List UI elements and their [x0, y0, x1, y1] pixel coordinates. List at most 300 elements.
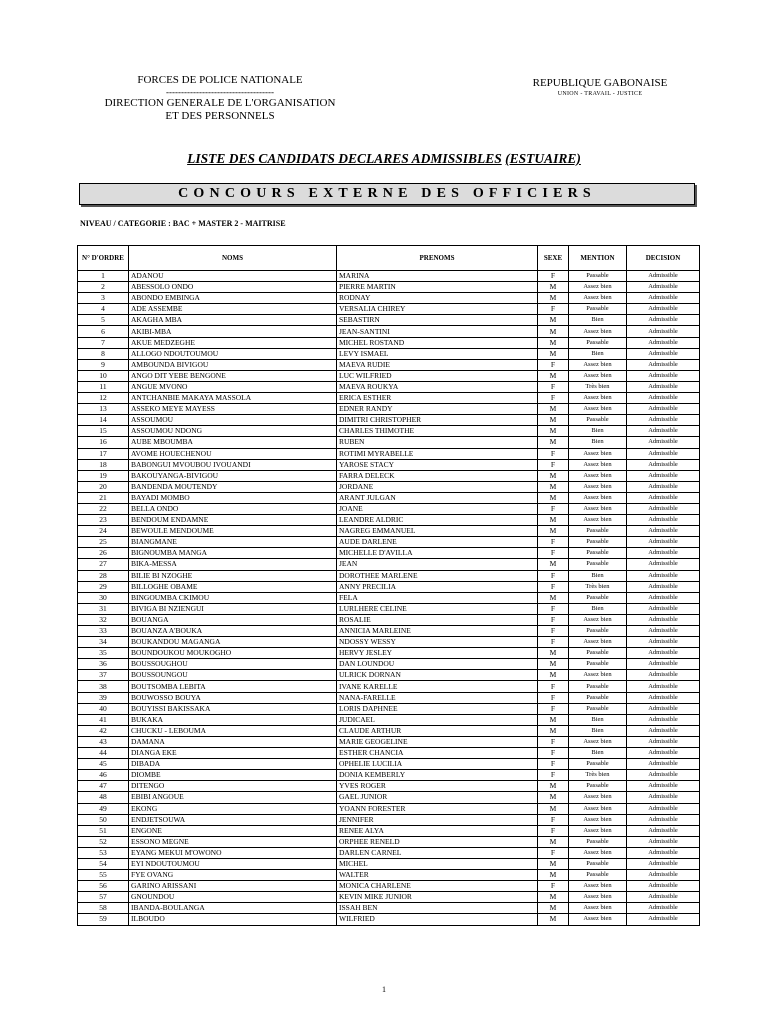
cell-nom: BOUSSOUNGOU	[129, 670, 337, 681]
cell-ordre: 14	[78, 415, 129, 426]
cell-ordre: 10	[78, 370, 129, 381]
cell-nom: ANGO DIT YEBE BENGONE	[129, 370, 337, 381]
cell-nom: AKUE MEDZEGHE	[129, 337, 337, 348]
cell-mention: Passable	[569, 526, 627, 537]
cell-ordre: 57	[78, 892, 129, 903]
header-mention: MENTION	[569, 246, 627, 271]
cell-prenom: JEAN	[337, 559, 538, 570]
cell-ordre: 38	[78, 681, 129, 692]
cell-decision: Admissible	[627, 315, 700, 326]
cell-prenom: MONICA CHARLENE	[337, 881, 538, 892]
cell-mention: Bien	[569, 437, 627, 448]
cell-prenom: YAROSE STACY	[337, 459, 538, 470]
cell-mention: Passable	[569, 548, 627, 559]
cell-nom: BOUANGA	[129, 614, 337, 625]
header-sexe: SEXE	[538, 246, 569, 271]
cell-mention: Passable	[569, 648, 627, 659]
cell-sexe: M	[538, 526, 569, 537]
cell-prenom: DARLEN CARNEL	[337, 847, 538, 858]
cell-sexe: F	[538, 736, 569, 747]
issuer-line-2: DIRECTION GENERALE DE L'ORGANISATION	[104, 97, 336, 109]
table-row	[78, 792, 700, 803]
cell-nom: BOUANZA A'BOUKA	[129, 626, 337, 637]
cell-ordre: 13	[78, 404, 129, 415]
cell-mention: Assez bien	[569, 326, 627, 337]
cell-sexe: F	[538, 548, 569, 559]
cell-ordre: 21	[78, 492, 129, 503]
cell-prenom: LEANDRE ALDRIC	[337, 515, 538, 526]
cell-ordre: 35	[78, 648, 129, 659]
cell-prenom: WALTER	[337, 870, 538, 881]
cell-decision: Admissible	[627, 537, 700, 548]
cell-prenom: ROSALIE	[337, 614, 538, 625]
cell-ordre: 24	[78, 526, 129, 537]
cell-mention: Assez bien	[569, 881, 627, 892]
cell-sexe: F	[538, 814, 569, 825]
cell-mention: Assez bien	[569, 914, 627, 925]
cell-ordre: 18	[78, 459, 129, 470]
cell-decision: Admissible	[627, 359, 700, 370]
cell-decision: Admissible	[627, 426, 700, 437]
cell-prenom: MICHEL ROSTAND	[337, 337, 538, 348]
cell-mention: Assez bien	[569, 359, 627, 370]
cell-decision: Admissible	[627, 470, 700, 481]
cell-ordre: 56	[78, 881, 129, 892]
cell-ordre: 1	[78, 271, 129, 282]
cell-ordre: 58	[78, 903, 129, 914]
cell-mention: Passable	[569, 271, 627, 282]
cell-mention: Très bien	[569, 381, 627, 392]
cell-prenom: CHARLES THIMOTHE	[337, 426, 538, 437]
cell-ordre: 39	[78, 692, 129, 703]
cell-prenom: YVES ROGER	[337, 781, 538, 792]
cell-sexe: M	[538, 326, 569, 337]
cell-prenom: DAN LOUNDOU	[337, 659, 538, 670]
cell-mention: Assez bien	[569, 492, 627, 503]
cell-ordre: 44	[78, 748, 129, 759]
cell-mention: Passable	[569, 415, 627, 426]
cell-sexe: F	[538, 503, 569, 514]
cell-sexe: M	[538, 415, 569, 426]
table-row	[78, 326, 700, 337]
cell-decision: Admissible	[627, 626, 700, 637]
cell-prenom: IVANE KARELLE	[337, 681, 538, 692]
cell-ordre: 2	[78, 282, 129, 293]
cell-nom: CHUCKU - LEBOUMA	[129, 725, 337, 736]
cell-sexe: M	[538, 426, 569, 437]
cell-mention: Bien	[569, 426, 627, 437]
candidates-table	[77, 245, 700, 926]
cell-mention: Assez bien	[569, 448, 627, 459]
cell-ordre: 33	[78, 626, 129, 637]
cell-mention: Très bien	[569, 770, 627, 781]
cell-mention: Assez bien	[569, 293, 627, 304]
cell-decision: Admissible	[627, 703, 700, 714]
cell-mention: Assez bien	[569, 847, 627, 858]
cell-nom: BOUSSOUGHOU	[129, 659, 337, 670]
cell-sexe: M	[538, 659, 569, 670]
cell-prenom: PIERRE MARTIN	[337, 282, 538, 293]
cell-mention: Assez bien	[569, 481, 627, 492]
table-row	[78, 759, 700, 770]
cell-mention: Passable	[569, 870, 627, 881]
cell-prenom: LUC WILFRIED	[337, 370, 538, 381]
cell-mention: Passable	[569, 836, 627, 847]
cell-sexe: M	[538, 293, 569, 304]
table-row	[78, 903, 700, 914]
table-row	[78, 415, 700, 426]
cell-prenom: MARINA	[337, 271, 538, 282]
table-row	[78, 825, 700, 836]
table-row	[78, 681, 700, 692]
cell-prenom: JUDICAEL	[337, 714, 538, 725]
table-row	[78, 381, 700, 392]
cell-mention: Passable	[569, 692, 627, 703]
cell-decision: Admissible	[627, 548, 700, 559]
cell-ordre: 41	[78, 714, 129, 725]
table-row	[78, 293, 700, 304]
cell-prenom: ARANT JULGAN	[337, 492, 538, 503]
cell-sexe: M	[538, 481, 569, 492]
cell-decision: Admissible	[627, 670, 700, 681]
cell-decision: Admissible	[627, 637, 700, 648]
cell-prenom: YOANN FORESTER	[337, 803, 538, 814]
cell-prenom: RUBEN	[337, 437, 538, 448]
cell-sexe: F	[538, 603, 569, 614]
cell-nom: BOUYISSI BAKISSAKA	[129, 703, 337, 714]
cell-mention: Assez bien	[569, 903, 627, 914]
cell-nom: BOUTSOMBA LEBITA	[129, 681, 337, 692]
cell-prenom: RODNAY	[337, 293, 538, 304]
cell-ordre: 45	[78, 759, 129, 770]
table-row	[78, 515, 700, 526]
table-row	[78, 714, 700, 725]
cell-sexe: M	[538, 781, 569, 792]
cell-sexe: F	[538, 626, 569, 637]
cell-nom: BABONGUI MVOUBOU IVOUANDI	[129, 459, 337, 470]
cell-prenom: MAEVA RUDIE	[337, 359, 538, 370]
cell-ordre: 47	[78, 781, 129, 792]
cell-prenom: JEAN-SANTINI	[337, 326, 538, 337]
cell-decision: Admissible	[627, 714, 700, 725]
cell-nom: GNOUNDOU	[129, 892, 337, 903]
cell-decision: Admissible	[627, 271, 700, 282]
table-row	[78, 548, 700, 559]
cell-ordre: 3	[78, 293, 129, 304]
cell-ordre: 5	[78, 315, 129, 326]
cell-nom: BIVIGA BI NZIENGUI	[129, 603, 337, 614]
table-row	[78, 492, 700, 503]
cell-sexe: M	[538, 858, 569, 869]
cell-nom: BIGNOUMBA MANGA	[129, 548, 337, 559]
cell-mention: Bien	[569, 348, 627, 359]
cell-decision: Admissible	[627, 348, 700, 359]
table-row	[78, 337, 700, 348]
cell-nom: ILBOUDO	[129, 914, 337, 925]
cell-mention: Passable	[569, 703, 627, 714]
cell-sexe: F	[538, 881, 569, 892]
cell-nom: EKONG	[129, 803, 337, 814]
republic-motto: UNION - TRAVAIL - JUSTICE	[557, 91, 643, 97]
table-row	[78, 692, 700, 703]
cell-decision: Admissible	[627, 814, 700, 825]
cell-ordre: 20	[78, 481, 129, 492]
cell-nom: BILIE BI NZOGHE	[129, 570, 337, 581]
cell-mention: Assez bien	[569, 370, 627, 381]
table-row	[78, 637, 700, 648]
cell-decision: Admissible	[627, 781, 700, 792]
cell-nom: ADANOU	[129, 271, 337, 282]
cell-nom: BOUNDOUKOU MOUKOGHO	[129, 648, 337, 659]
cell-prenom: HERVY JESLEY	[337, 648, 538, 659]
cell-nom: AKAGHA MBA	[129, 315, 337, 326]
cell-ordre: 6	[78, 326, 129, 337]
cell-decision: Admissible	[627, 515, 700, 526]
cell-nom: AMBOUNDA BIVIGOU	[129, 359, 337, 370]
table-row	[78, 503, 700, 514]
cell-nom: EBIBI ANGOUE	[129, 792, 337, 803]
table-row	[78, 703, 700, 714]
cell-nom: AUBE MBOUMBA	[129, 437, 337, 448]
cell-decision: Admissible	[627, 393, 700, 404]
cell-decision: Admissible	[627, 870, 700, 881]
table-row	[78, 803, 700, 814]
cell-ordre: 55	[78, 870, 129, 881]
cell-decision: Admissible	[627, 337, 700, 348]
cell-nom: BIKA-MESSA	[129, 559, 337, 570]
cell-nom: ASSOUMOU NDONG	[129, 426, 337, 437]
table-row	[78, 437, 700, 448]
cell-prenom: MICHELLE D'AVILLA	[337, 548, 538, 559]
table-row	[78, 448, 700, 459]
cell-sexe: M	[538, 803, 569, 814]
header-prenoms: PRENOMS	[337, 246, 538, 271]
cell-prenom: JOANE	[337, 503, 538, 514]
cell-prenom: MAEVA ROUKYA	[337, 381, 538, 392]
cell-decision: Admissible	[627, 293, 700, 304]
table-row	[78, 881, 700, 892]
cell-decision: Admissible	[627, 526, 700, 537]
contest-banner: CONCOURS EXTERNE DES OFFICIERS	[79, 183, 695, 205]
cell-prenom: GAEL JUNIOR	[337, 792, 538, 803]
cell-nom: FYE OVANG	[129, 870, 337, 881]
cell-sexe: M	[538, 714, 569, 725]
cell-mention: Passable	[569, 759, 627, 770]
cell-ordre: 29	[78, 581, 129, 592]
cell-decision: Admissible	[627, 404, 700, 415]
cell-sexe: M	[538, 348, 569, 359]
cell-decision: Admissible	[627, 614, 700, 625]
cell-nom: BOUKANDOU MAGANGA	[129, 637, 337, 648]
cell-prenom: FELA	[337, 592, 538, 603]
table-row	[78, 348, 700, 359]
cell-nom: DIOMBE	[129, 770, 337, 781]
cell-prenom: MICHEL	[337, 858, 538, 869]
cell-sexe: F	[538, 770, 569, 781]
cell-mention: Passable	[569, 659, 627, 670]
cell-sexe: F	[538, 304, 569, 315]
cell-decision: Admissible	[627, 326, 700, 337]
cell-prenom: ERICA ESTHER	[337, 393, 538, 404]
cell-ordre: 40	[78, 703, 129, 714]
cell-decision: Admissible	[627, 892, 700, 903]
table-row	[78, 470, 700, 481]
cell-sexe: M	[538, 315, 569, 326]
cell-nom: ENGONE	[129, 825, 337, 836]
cell-prenom: EDNER RANDY	[337, 404, 538, 415]
title-main: LISTE DES CANDIDATS DECLARES ADMISSIBLES	[187, 151, 502, 166]
table-row	[78, 271, 700, 282]
table-row	[78, 670, 700, 681]
cell-prenom: ESTHER CHANCIA	[337, 748, 538, 759]
cell-decision: Admissible	[627, 559, 700, 570]
cell-sexe: F	[538, 271, 569, 282]
cell-nom: DIANGA EKE	[129, 748, 337, 759]
cell-nom: BIANGMANE	[129, 537, 337, 548]
cell-mention: Assez bien	[569, 470, 627, 481]
cell-sexe: F	[538, 459, 569, 470]
cell-sexe: M	[538, 592, 569, 603]
issuer-line-1: FORCES DE POLICE NATIONALE	[137, 74, 303, 86]
cell-ordre: 59	[78, 914, 129, 925]
cell-nom: DAMANA	[129, 736, 337, 747]
table-row	[78, 304, 700, 315]
table-row	[78, 315, 700, 326]
cell-mention: Assez bien	[569, 459, 627, 470]
cell-mention: Bien	[569, 570, 627, 581]
cell-nom: BINGOUMBA CKIMOU	[129, 592, 337, 603]
cell-nom: ABONDO EMBINGA	[129, 293, 337, 304]
cell-sexe: F	[538, 681, 569, 692]
cell-mention: Assez bien	[569, 637, 627, 648]
table-row	[78, 626, 700, 637]
cell-mention: Passable	[569, 781, 627, 792]
table-row	[78, 814, 700, 825]
cell-prenom: NANA-FARELLE	[337, 692, 538, 703]
cell-mention: Assez bien	[569, 670, 627, 681]
cell-prenom: VERSALIA CHIREY	[337, 304, 538, 315]
cell-prenom: LURLHERE CELINE	[337, 603, 538, 614]
cell-decision: Admissible	[627, 492, 700, 503]
cell-sexe: F	[538, 537, 569, 548]
cell-prenom: JORDANE	[337, 481, 538, 492]
cell-ordre: 43	[78, 736, 129, 747]
cell-ordre: 22	[78, 503, 129, 514]
cell-decision: Admissible	[627, 415, 700, 426]
cell-decision: Admissible	[627, 770, 700, 781]
cell-ordre: 28	[78, 570, 129, 581]
cell-sexe: F	[538, 703, 569, 714]
cell-ordre: 48	[78, 792, 129, 803]
cell-mention: Assez bien	[569, 814, 627, 825]
cell-prenom: ANNICIA MARLEINE	[337, 626, 538, 637]
cell-mention: Passable	[569, 592, 627, 603]
cell-decision: Admissible	[627, 903, 700, 914]
cell-prenom: JENNIFER	[337, 814, 538, 825]
cell-mention: Bien	[569, 725, 627, 736]
cell-mention: Très bien	[569, 581, 627, 592]
cell-mention: Assez bien	[569, 282, 627, 293]
cell-nom: ENDJETSOUWA	[129, 814, 337, 825]
cell-decision: Admissible	[627, 748, 700, 759]
cell-decision: Admissible	[627, 836, 700, 847]
cell-decision: Admissible	[627, 659, 700, 670]
republic-block	[500, 77, 700, 98]
cell-decision: Admissible	[627, 448, 700, 459]
cell-prenom: LORIS DAPHNEE	[337, 703, 538, 714]
table-row	[78, 659, 700, 670]
cell-ordre: 42	[78, 725, 129, 736]
cell-prenom: DOROTHEE MARLENE	[337, 570, 538, 581]
issuer-divider: ------------------------------------	[166, 87, 274, 97]
cell-decision: Admissible	[627, 825, 700, 836]
table-row	[78, 537, 700, 548]
cell-mention: Bien	[569, 714, 627, 725]
table-row	[78, 648, 700, 659]
cell-prenom: ORPHEE RENELD	[337, 836, 538, 847]
cell-mention: Assez bien	[569, 792, 627, 803]
cell-prenom: FARRA DELECK	[337, 470, 538, 481]
cell-ordre: 27	[78, 559, 129, 570]
cell-ordre: 50	[78, 814, 129, 825]
cell-sexe: M	[538, 903, 569, 914]
cell-ordre: 8	[78, 348, 129, 359]
cell-prenom: OPHELIE LUCILIA	[337, 759, 538, 770]
cell-decision: Admissible	[627, 847, 700, 858]
cell-ordre: 30	[78, 592, 129, 603]
cell-decision: Admissible	[627, 803, 700, 814]
cell-sexe: F	[538, 359, 569, 370]
cell-sexe: F	[538, 614, 569, 625]
cell-nom: ANTCHANBIE MAKAYA MASSOLA	[129, 393, 337, 404]
cell-decision: Admissible	[627, 858, 700, 869]
title-region: (ESTUAIRE)	[505, 151, 581, 166]
table-row	[78, 892, 700, 903]
cell-sexe: F	[538, 393, 569, 404]
cell-ordre: 37	[78, 670, 129, 681]
cell-ordre: 23	[78, 515, 129, 526]
cell-nom: ALLOGO NDOUTOUMOU	[129, 348, 337, 359]
cell-sexe: F	[538, 847, 569, 858]
cell-sexe: M	[538, 914, 569, 925]
cell-prenom: ISSAH BEN	[337, 903, 538, 914]
issuer-block	[70, 74, 370, 123]
cell-decision: Admissible	[627, 759, 700, 770]
cell-ordre: 19	[78, 470, 129, 481]
cell-decision: Admissible	[627, 648, 700, 659]
cell-mention: Bien	[569, 603, 627, 614]
cell-nom: BEWOULE MENDOUME	[129, 526, 337, 537]
cell-sexe: F	[538, 759, 569, 770]
table-row	[78, 359, 700, 370]
cell-sexe: F	[538, 581, 569, 592]
cell-nom: ESSONO MEGNE	[129, 836, 337, 847]
cell-decision: Admissible	[627, 592, 700, 603]
cell-sexe: F	[538, 381, 569, 392]
cell-prenom: ULRICK DORNAN	[337, 670, 538, 681]
cell-sexe: M	[538, 492, 569, 503]
cell-decision: Admissible	[627, 459, 700, 470]
cell-decision: Admissible	[627, 914, 700, 925]
cell-sexe: M	[538, 282, 569, 293]
cell-sexe: F	[538, 570, 569, 581]
cell-nom: GARINO ARISSANI	[129, 881, 337, 892]
table-row	[78, 736, 700, 747]
cell-sexe: M	[538, 725, 569, 736]
cell-nom: BOUWOSSO BOUYA	[129, 692, 337, 703]
table-row	[78, 426, 700, 437]
cell-sexe: M	[538, 370, 569, 381]
